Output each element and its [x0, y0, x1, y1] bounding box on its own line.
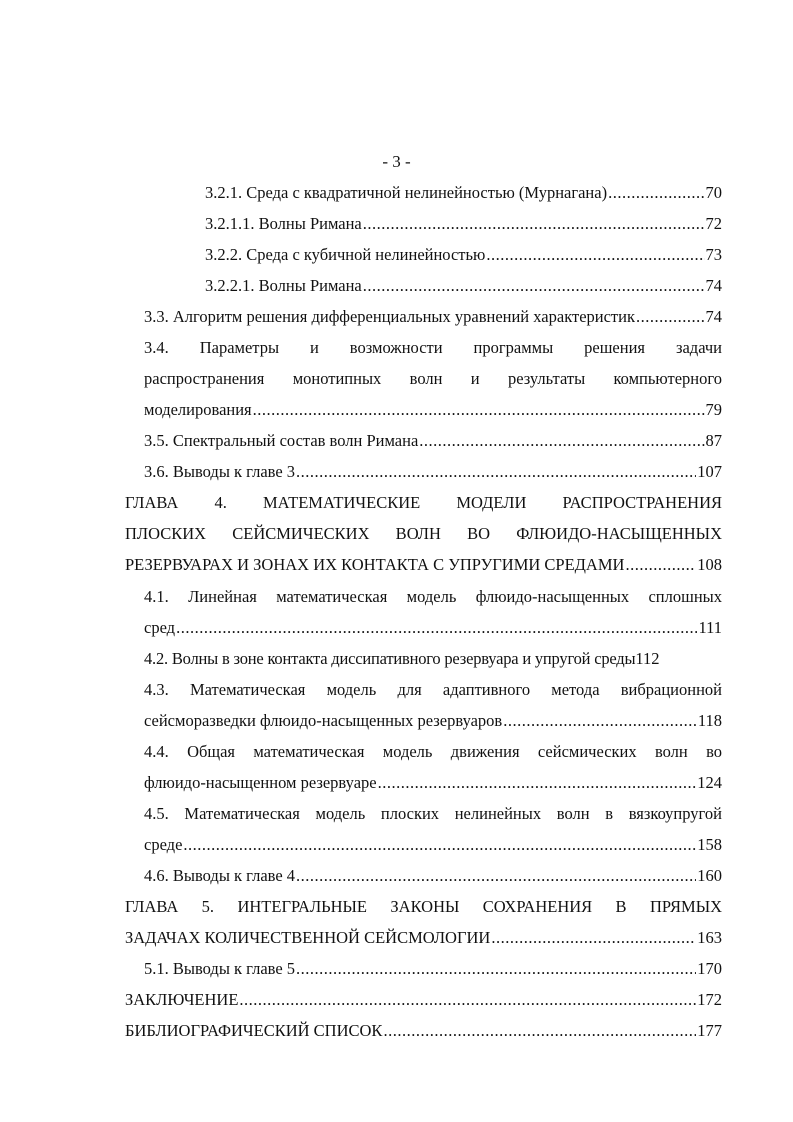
toc-entry-3-4-line2[interactable]: распространения монотипных волн и результаты компьютерного	[144, 369, 722, 388]
toc-entry-title: флюидо-насыщенном резервуаре	[144, 773, 377, 792]
toc-entry-title: 3.2.2. Среда с кубичной нелинейностью	[205, 245, 486, 264]
toc-entry-4-3-line1[interactable]: 4.3. Математическая модель для адаптивного метода вибрационной	[144, 680, 722, 699]
toc-entry-3-3[interactable]	[144, 306, 722, 328]
toc-chapter-5-line2[interactable]	[125, 927, 722, 949]
toc-entry-title: ЗАКЛЮЧЕНИЕ	[125, 990, 239, 1009]
toc-entry-title: РЕЗЕРВУАРАХ И ЗОНАХ ИХ КОНТАКТА С УПРУГИМИ СРЕДАМИ	[125, 555, 625, 574]
toc-entry-page: 111	[698, 618, 722, 637]
toc-entry-4-2[interactable]	[144, 648, 722, 670]
toc-entry-page: 79	[705, 400, 722, 419]
toc-entry-4-6[interactable]	[144, 865, 722, 887]
toc-entry-page: 72	[705, 214, 722, 233]
toc-entry-5-1[interactable]	[144, 958, 722, 980]
page-number: - 3 -	[382, 152, 411, 171]
toc-entry-3-2-1-1[interactable]	[205, 213, 722, 235]
toc-chapter-4-line3[interactable]	[125, 554, 722, 576]
toc-entry-page: 73	[705, 245, 722, 264]
toc-entry-page: 87	[705, 431, 722, 450]
toc-entry-page: 118	[697, 711, 722, 730]
toc-entry-title: 5.1. Выводы к главе 5	[144, 959, 296, 978]
toc-entry-page: 160	[697, 866, 722, 885]
toc-entry-title: моделирования	[144, 400, 252, 419]
toc-entry-title: 4.6. Выводы к главе 4	[144, 866, 296, 885]
toc-entry-4-5-line1[interactable]: 4.5. Математическая модель плоских нелинейных волн в вязкоупругой	[144, 804, 722, 823]
toc-entry-bibliography[interactable]	[125, 1020, 722, 1042]
toc-entry-page: 124	[697, 773, 722, 792]
toc-entry-page: 112	[635, 649, 660, 668]
toc-entry-3-5[interactable]	[144, 430, 722, 452]
toc-entry-title: 4.2. Волны в зоне контакта диссипативного резервуара и упругой среды	[144, 649, 636, 668]
toc-entry-page: 163	[697, 928, 722, 947]
toc-entry-title: 3.2.1. Среда с квадратичной нелинейностью (Мурнагана)	[205, 183, 608, 202]
toc-entry-conclusion[interactable]	[125, 989, 722, 1011]
toc-entry-title: ЗАДАЧАХ КОЛИЧЕСТВЕННОЙ СЕЙСМОЛОГИИ	[125, 928, 491, 947]
toc-entry-4-1-line2[interactable]	[144, 617, 722, 639]
toc-entry-page: 108	[697, 555, 722, 574]
toc-entry-3-2-2-1[interactable]	[205, 275, 722, 297]
toc-chapter-5-line1[interactable]: ГЛАВА 5. ИНТЕГРАЛЬНЫЕ ЗАКОНЫ СОХРАНЕНИЯ В ПРЯМЫХ	[125, 897, 722, 916]
toc-entry-title: 3.6. Выводы к главе 3	[144, 462, 296, 481]
toc-entry-title: среде	[144, 835, 183, 854]
toc-entry-title: сред	[144, 618, 176, 637]
toc-entry-page: 70	[705, 183, 722, 202]
toc-entry-page: 158	[697, 835, 722, 854]
toc-entry-3-4-line3[interactable]	[144, 399, 722, 421]
toc-entry-page: 107	[697, 462, 722, 481]
toc-entry-title: 3.5. Спектральный состав волн Римана	[144, 431, 419, 450]
toc-entry-4-3-line2[interactable]	[144, 710, 722, 732]
toc-chapter-4-line2[interactable]: ПЛОСКИХ СЕЙСМИЧЕСКИХ ВОЛН ВО ФЛЮИДО-НАСЫЩЕННЫХ	[125, 524, 722, 543]
toc-entry-title: 3.2.2.1. Волны Римана	[205, 276, 362, 295]
toc-entry-3-2-2[interactable]	[205, 244, 722, 266]
toc-chapter-4-line1[interactable]: ГЛАВА 4. МАТЕМАТИЧЕСКИЕ МОДЕЛИ РАСПРОСТРАНЕНИЯ	[125, 493, 722, 512]
toc-entry-4-4-line2[interactable]	[144, 772, 722, 794]
toc-entry-page: 170	[697, 959, 722, 978]
toc-entry-4-4-line1[interactable]: 4.4. Общая математическая модель движения сейсмических волн во	[144, 742, 722, 761]
toc-entry-4-1-line1[interactable]: 4.1. Линейная математическая модель флюидо-насыщенных сплошных	[144, 587, 722, 606]
toc-entry-3-6[interactable]	[144, 461, 722, 483]
toc-entry-page: 177	[697, 1021, 722, 1040]
toc-entry-title: БИБЛИОГРАФИЧЕСКИЙ СПИСОК	[125, 1021, 383, 1040]
toc-entry-3-2-1[interactable]	[205, 182, 722, 204]
toc-entry-4-5-line2[interactable]	[144, 834, 722, 856]
toc-entry-title: 3.2.1.1. Волны Римана	[205, 214, 362, 233]
toc-entry-3-4-line1[interactable]: 3.4. Параметры и возможности программы решения задачи	[144, 338, 722, 357]
toc-entry-page: 172	[697, 990, 722, 1009]
toc-entry-title: сейсморазведки флюидо-насыщенных резервуаров	[144, 711, 503, 730]
toc-entry-page: 74	[705, 276, 722, 295]
toc-entry-title: 3.3. Алгоритм решения дифференциальных уравнений характеристик	[144, 307, 635, 326]
toc-entry-page: 74	[705, 307, 722, 326]
